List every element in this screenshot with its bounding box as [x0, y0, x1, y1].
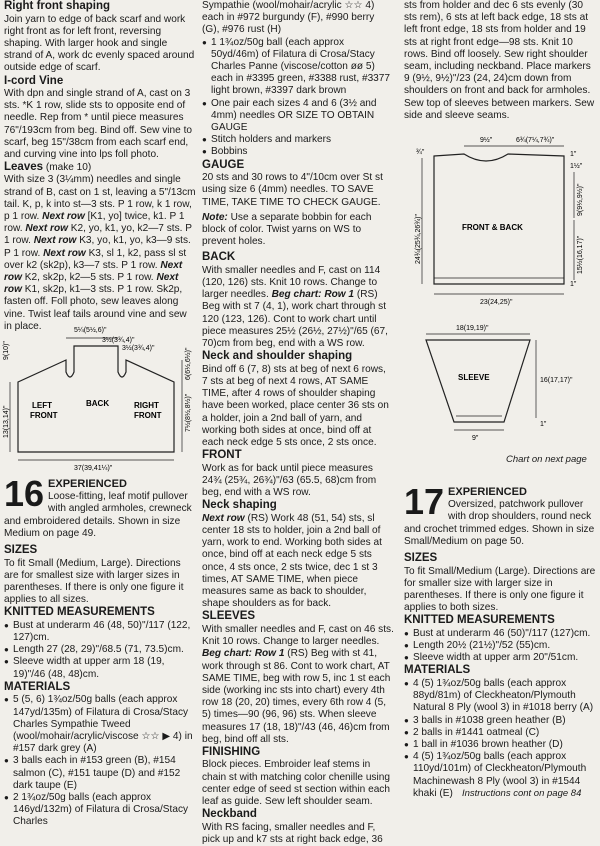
- dim-shoulder: 6¾(7¼,7¾)": [516, 137, 555, 144]
- list-item: ● One pair each sizes 4 and 6 (3½ and 4mm) needles OR SIZE TO OBTAIN GAUGE: [202, 98, 394, 135]
- column-left: [4, 0, 196, 333]
- sleeves-heading: SLEEVES: [202, 610, 256, 623]
- neckband-heading: Neckband: [202, 808, 257, 821]
- dim-bottom: 37(39,41¼)": [74, 465, 113, 472]
- list-item: ● 2 balls in #1441 oatmeal (C): [404, 727, 596, 739]
- sizes-text: To fit Small/Medium (Large). Directions are for smaller size with larger size in parentheses. If there is only one figure it applies to both sizes.: [404, 565, 596, 614]
- knitted-list: [404, 628, 596, 665]
- note-label: Note:: [202, 211, 228, 223]
- list-item: ● Bobbins: [202, 146, 394, 158]
- dim-one: 1": [570, 151, 577, 158]
- leaves-text: With size 3 (3¼mm) needles and single strand of B, cast on 1 st, leaving a 5"/13cm tail. K, p, k into st—3 sts. P 1 row, k 1 row, p 1 row.: [4, 174, 196, 223]
- dim-sleeve-length: 16(17,17)": [540, 377, 573, 384]
- next-row-label: Next row: [4, 272, 179, 296]
- list-item: ● Bust at underarm 46 (50)"/117 (127)cm.: [404, 628, 596, 640]
- list-item: ● 3 balls in #1038 green heather (B): [404, 715, 596, 727]
- sleeves-paragraph: [202, 624, 394, 746]
- list-item: ● Length 27 (28, 29)"/68.5 (71, 73.5)cm.: [4, 644, 196, 656]
- project-description: Oversized, patchwork pullover with drop shoulders, round neck and crochet trimmed edges. Shown in size Small/Medium on page 50.: [404, 499, 595, 547]
- list-item: ● 4 (5) 1¾oz/50g balls (each approx 110yd/101m) of Cleckheaton/Plymouth Machinewash 8 Ply (wool 3) in #1544 khaki (E): [404, 751, 596, 800]
- back-paragraph: [202, 265, 394, 350]
- continued-note: Instructions cont on page 84: [462, 788, 582, 799]
- dim-sleeve-cuff-height: 1": [540, 421, 547, 428]
- sleeves-text: With smaller needles and F, cast on 46 sts. Knit 10 rows. Change to larger needles.: [202, 623, 394, 648]
- column-left-lower: [4, 473, 196, 829]
- neck-paragraph: [202, 513, 394, 611]
- list-item: ● 4 (5) 1¾oz/50g balls (each approx 88yd/81m) of Cleckheaton/Plymouth Natural 8 Ply (wool 3) in #1018 berry (A): [404, 678, 596, 715]
- materials-list: [4, 694, 196, 828]
- column-right-lower: [404, 481, 596, 800]
- icord-text: With dpn and single strand of A, cast on 3 sts. *K 1 row, slide sts to opposite end of needle. Rep from * until piece measures 76"/193cm from beg. Bind off. Sew vine to scarf, beg 15"/38cm from each scarf end, and curving vine into lps foll photo.: [4, 88, 192, 161]
- dim-top: 5¼(5½,6)": [74, 327, 107, 334]
- column-middle: [202, 0, 394, 846]
- dim-left: 13(13,14)": [3, 405, 10, 438]
- gauge-heading: GAUGE: [202, 158, 245, 171]
- finishing-heading: FINISHING: [202, 745, 261, 758]
- label-sleeve: SLEEVE: [458, 373, 490, 382]
- icord-heading: I-cord Vine: [4, 74, 64, 87]
- chart-row-label: Beg chart: Row 1: [202, 648, 285, 660]
- project-number: 17: [404, 481, 445, 522]
- leaves-make: (make 10): [45, 162, 92, 174]
- neck-shoulder-heading: Neck and shoulder shaping: [202, 350, 353, 363]
- knitted-list: [4, 620, 196, 681]
- dim-armhole: 9(9½,9½)": [577, 183, 584, 216]
- sizes-heading: SIZES: [404, 552, 438, 565]
- dim-length: 24¾(25¾,26¾)": [415, 214, 422, 264]
- label-right-front: RIGHT: [134, 401, 159, 410]
- dim-right: 7½(8½,8½)": [185, 393, 192, 432]
- leaves-text: K1, sk2p, k1—3 sts. P 1 row. Sk2p, fasten off. Foll photo, sew leaves along vine. Twist leaf tails around vine and sew in place.: [4, 284, 187, 332]
- sympathie-text: Sympathie (wool/mohair/acrylic ☆☆ 4) each in #972 burgundy (F), #990 berry (G), #976 rust (H): [202, 0, 375, 36]
- leaves-text: K2, yo, k1, yo, k2—7 sts. P 1 row.: [4, 223, 192, 247]
- neck-text: (RS) Work 48 (51, 54) sts, sl center 18 sts to holder, join a 2nd ball of yarn, work to end. Working both sides at once, bind off at each neck edge 5 sts once, 4 sts once, 2 sts twice, dec 1 st 3 times, AT SAME TIME, when piece measures same as back to shoulder, shape shoulders as for back.: [202, 512, 382, 610]
- dim-cuff: 9": [472, 435, 479, 442]
- finishing-text: Block pieces. Embroider leaf stems in chain st with matching color chenille using center edge of seed st section within each leaf as guide. Sew left shoulder seam.: [202, 759, 390, 808]
- project-number: 16: [4, 473, 45, 514]
- list-item: ● 3 balls each in #153 green (B), #154 salmon (C), #151 taupe (D) and #152 dark taupe (E): [4, 755, 196, 792]
- label-back: BACK: [86, 399, 110, 408]
- dim-top3: 3½(3¾,4)": [122, 345, 155, 352]
- dim-sleeve-top: 18(19,19)": [456, 325, 489, 332]
- right-front-text: Join yarn to edge of back scarf and work right front as for left front, reversing shaping. With larger hook and single strand of A, work dc evenly spaced around outside edge of scarf.: [4, 13, 195, 74]
- dim-one-bottom: 1": [570, 281, 577, 288]
- sizes-heading: SIZES: [4, 544, 38, 557]
- chart-note: Chart on next page: [506, 454, 587, 465]
- note-text: Use a separate bobbin for each block of color. Twist yarns on WS to prevent holes.: [202, 211, 372, 248]
- body-outline: [434, 154, 564, 284]
- list-item: ● Sleeve width at upper arm 20"/51cm.: [404, 652, 596, 664]
- front-text: Work as for back until piece measures 24¾ (25¾, 26¾)"/63 (65.5, 68)cm from beg, end with a WS row.: [202, 462, 377, 499]
- col2-materials-list: [202, 37, 394, 159]
- list-item: ● 1 1¾oz/50g ball (each approx 50yd/46m) of Filatura di Crosa/Stacy Charles Panne (viscose/cotton øø 5) each in #3395 green, #3388 rust, #3377 light brown, #3397 dark brown: [202, 37, 394, 98]
- project-17-header: [404, 481, 596, 548]
- dim-side: 15½(16,17)": [577, 235, 584, 274]
- leaves-text: K2, sk2p, k2—5 sts. P 1 row.: [24, 272, 154, 284]
- leaves-text: K3, sl 1, k2, pass sl st over k2 (sk2p), k3—7 sts. P 1 row.: [4, 247, 187, 271]
- list-item: ● 1 ball in #1036 brown heather (D): [404, 739, 596, 751]
- label-front-back: FRONT & BACK: [462, 223, 523, 232]
- next-row-label: Next row: [202, 512, 245, 524]
- right-front-heading: Right front shaping: [4, 0, 111, 12]
- dim-one-half: 1½": [570, 163, 583, 170]
- list-item: ● Length 20½ (21½)"/52 (55)cm.: [404, 640, 596, 652]
- sleeve-schematic: [404, 322, 596, 442]
- leaves-paragraph: [4, 161, 196, 333]
- knitted-heading: KNITTED MEASUREMENTS: [404, 614, 555, 627]
- list-item: ● 5 (5, 6) 1¾oz/50g balls (each approx 147yd/135m) of Filatura di Crosa/Stacy Charles Sympathie Tweed (wool/mohair/acrylic/viscose ☆☆ ▶ 4) in #157 dark grey (A): [4, 694, 196, 755]
- list-item: ● 2 1¾oz/50g balls (each approx 146yd/132m) of Filatura di Crosa/Stacy Charles: [4, 792, 196, 829]
- dim-left-side: 9(10)": [3, 341, 10, 360]
- list-item: ● Bust at underarm 46 (48, 50)"/117 (122, 127)cm.: [4, 620, 196, 644]
- scarf-schematic: [4, 320, 196, 472]
- neckband-text: With RS facing, smaller needles and F, pick up and k7 sts at right back edge, 36: [202, 821, 383, 845]
- sleeves-text: (RS) Beg with st 41, work through st 86. Cont to work chart, AT SAME TIME, beg with row 5, inc 1 st each side (working inc sts into chart) every 4th row 18 (20, 20) times, every 6th row 4 (5, 5) times—90 (96, 96) sts. When sleeve measures 17 (18, 18)"/43 (46, 46)cm from beg, bind off all sts.: [202, 648, 391, 745]
- project-level: EXPERIENCED: [448, 486, 527, 498]
- leaves-text: K3, yo, k1, yo, k3—9 sts. P 1 row.: [4, 235, 191, 259]
- note-paragraph: [202, 212, 394, 249]
- back-text: With smaller needles and F, cast on 114 (120, 126) sts. Knit 10 rows. Change to larger needles.: [202, 264, 381, 301]
- column-right: [404, 0, 596, 122]
- label-left-front: LEFT: [32, 401, 52, 410]
- materials-heading: MATERIALS: [4, 680, 71, 693]
- finishing-cont-text: sts from holder and dec 6 sts evenly (30 sts rem), 6 sts at left back edge, 18 sts at left front edge, 18 sts from holder and 19 sts at right front edge—98 sts. Knit 10 rows. Bind off loosely. Sew right shoulder seam, including neckband. Place markers 9 (9½, 9½)"/23 (24, 24)cm down from shoulders on front and back for armholes. Sew top of sleeves between markers. Sew side and sleeve seams.: [404, 0, 595, 121]
- materials-list: [404, 678, 596, 800]
- leaves-text: [K1, yo] twice, k1. P 1 row.: [4, 211, 185, 235]
- dim-three-quarter: ¾": [416, 149, 425, 156]
- body-schematic: [404, 134, 596, 312]
- dim-right-top: 6(6½,6½)": [185, 347, 192, 380]
- back-heading: BACK: [202, 251, 236, 264]
- sizes-text: To fit Small (Medium, Large). Directions are for smallest size with larger sizes in parentheses. If there is only one figure it applies to all sizes.: [4, 557, 184, 606]
- materials-heading: MATERIALS: [404, 664, 471, 677]
- next-row-label: Next row: [33, 235, 77, 247]
- gauge-text: 20 sts and 30 rows to 4"/10cm over St st using size 6 (4mm) needles. TO SAVE TIME, TAKE TIME TO CHECK GAUGE.: [202, 172, 383, 208]
- front-heading: FRONT: [202, 449, 242, 462]
- neck-shoulder-text: Bind off 6 (7, 8) sts at beg of next 6 rows, 7 sts at beg of next 4 rows, AT SAME TIME, after 4 rows of shoulder shaping have been worked, place center 36 sts on a holder, join a 2nd ball of yarn, and working both sides at once, bind off at each neck edge 5 sts once, 2 sts once.: [202, 363, 389, 448]
- next-row-label: Next row: [42, 211, 85, 223]
- next-row-label: Next row: [25, 223, 68, 235]
- chart-row-label: Beg chart: Row 1: [271, 289, 355, 301]
- list-item: ● Sleeve width at upper arm 18 (19, 19)"/46 (48, 48)cm.: [4, 656, 196, 680]
- next-row-label: Next row: [4, 259, 183, 284]
- dim-top2: 3½(3¾,4)": [102, 337, 135, 344]
- project-level: EXPERIENCED: [48, 478, 127, 490]
- dim-neck: 9½": [480, 137, 493, 144]
- back-text: (RS) Beg with st 7 (4, 1), work chart through st 120 (123, 126). Cont to work chart until piece measures 25½ (26½, 27½)"/65 (67, 70)cm from beg, end with a WS row.: [202, 289, 388, 350]
- dim-width: 23(24,25)": [480, 299, 513, 306]
- neck-shaping-heading: Neck shaping: [202, 499, 277, 512]
- list-item: ● Stitch holders and markers: [202, 134, 394, 146]
- leaves-heading: Leaves: [4, 161, 44, 174]
- knitted-heading: KNITTED MEASUREMENTS: [4, 606, 155, 619]
- label-right-front-2: FRONT: [134, 411, 162, 420]
- next-row-label: Next row: [43, 247, 86, 259]
- project-16-header: [4, 473, 196, 540]
- project-description: Loose-fitting, leaf motif pullover with angled armholes, crewneck and embroidered details. Shown in size Medium on page 49.: [4, 491, 192, 539]
- label-left-front-2: FRONT: [30, 411, 58, 420]
